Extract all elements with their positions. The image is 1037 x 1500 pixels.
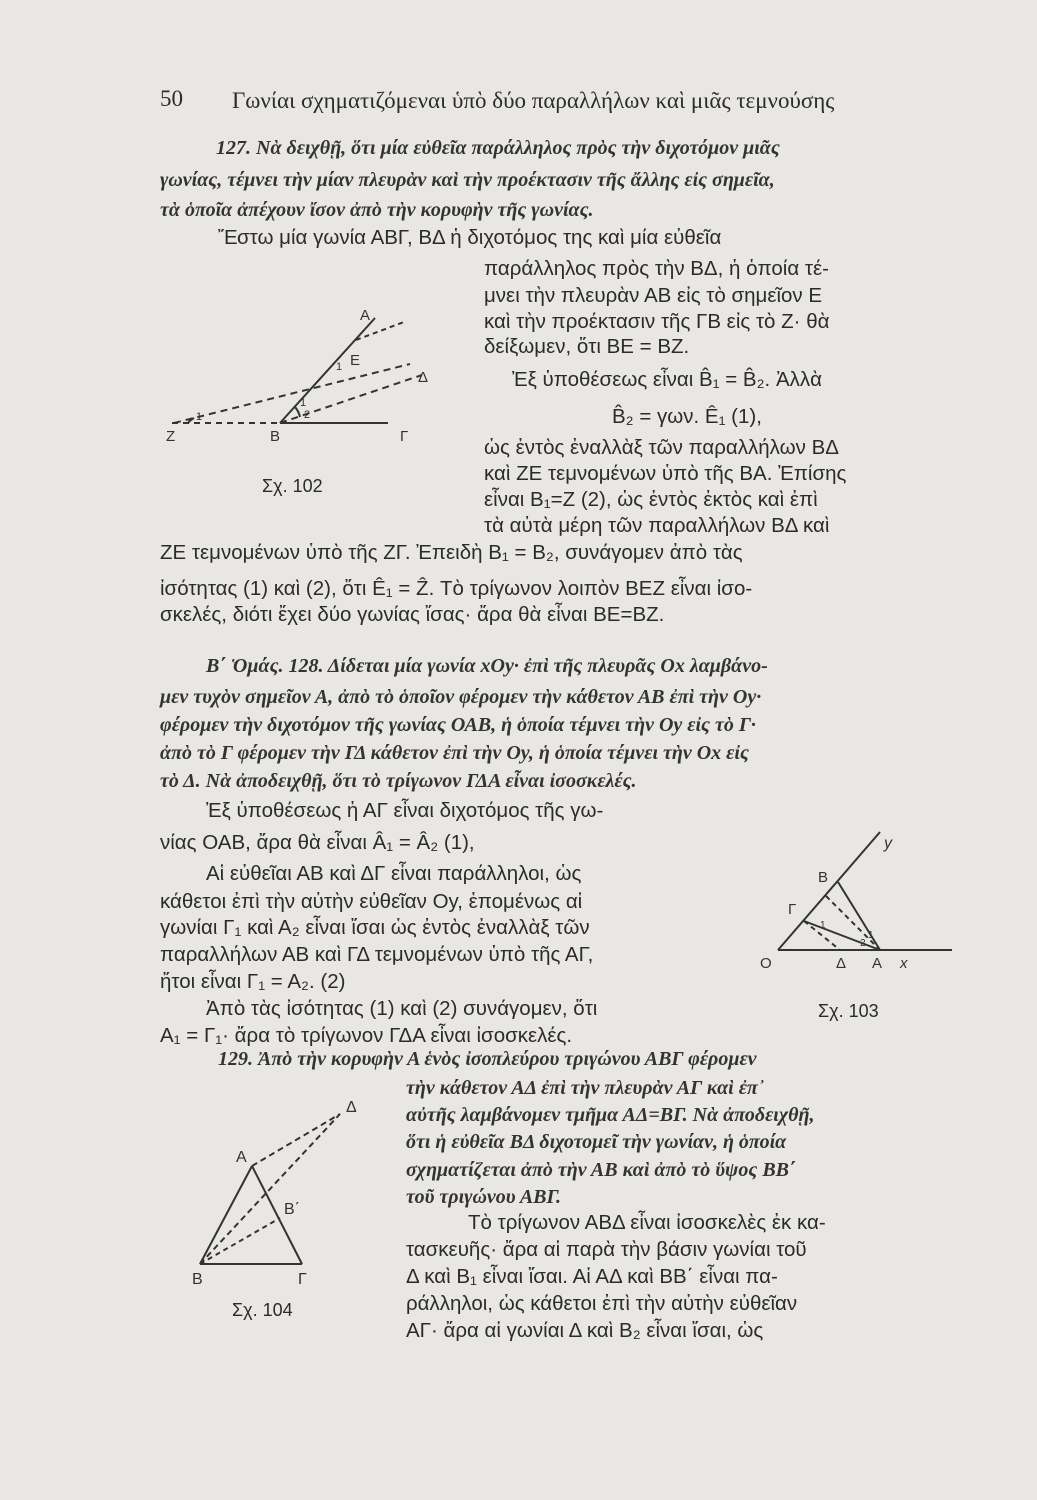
label-d: Δ	[836, 955, 847, 972]
p127-solution-line-2: παράλληλος πρὸς τὴν ΒΔ, ἡ ὁποία τέ-	[484, 257, 829, 280]
label-g: Γ	[400, 428, 409, 445]
label-d: Δ	[418, 369, 429, 386]
p128-statement-line-1: Β΄ Ὁμάς. 128. Δίδεται μία γωνία xOy· ἐπὶ τῆς πλευρᾶς Ox λαμβάνο-	[206, 655, 768, 677]
label-angle-2: 1	[300, 397, 307, 409]
label-a: Α	[360, 307, 371, 324]
p128-statement-line-2: μεν τυχὸν σημεῖον Α, ἀπὸ τὸ ὁποῖον φέρομεν τὴν κάθετον ΑΒ ἐπὶ τὴν Oy·	[160, 686, 762, 708]
p127-solution-line-1: Ἔστω μία γωνία ΑΒΓ, ΒΔ ἡ διχοτόμος της καὶ μία εὐθεῖα	[218, 226, 722, 249]
p128-statement-line-5: τὸ Δ. Νὰ ἀποδειχθῇ, ὅτι τὸ τρίγωνον ΓΔΑ εἶναι ἰσοσκελές.	[160, 770, 637, 792]
p129-statement-line-6: τοῦ τριγώνου ΑΒΓ.	[406, 1186, 562, 1208]
line-bd	[200, 1114, 340, 1264]
p127-statement-line-1: 127. Νὰ δειχθῇ, ὅτι μία εὐθεῖα παράλληλος πρὸς τὴν διχοτόμον μιᾶς	[216, 137, 780, 159]
label-b: Β	[192, 1271, 203, 1288]
figure-103	[760, 826, 1010, 976]
line-ze-dashed	[174, 364, 410, 423]
p128-solution-line-8: Ἀπὸ τὰς ἰσότητας (1) καὶ (2) συνάγομεν, ὅτι	[206, 997, 598, 1020]
label-a: Α	[236, 1149, 247, 1166]
p127-statement-line-3: τὰ ὁποῖα ἀπέχουν ἴσον ἀπὸ τὴν κορυφὴν τῆς γωνίας.	[160, 199, 594, 221]
p127-solution-line-7: B̂₂ = γων. Ê₁ (1),	[612, 405, 762, 428]
label-b: Β	[818, 869, 829, 886]
p128-solution-line-9: Α₁ = Γ₁· ἄρα τὸ τρίγωνον ΓΔΑ εἶναι ἰσοσκελές.	[160, 1024, 573, 1047]
p129-solution-line-1: Τὸ τρίγωνον ΑΒΔ εἶναι ἰσοσκελὲς ἐκ κα-	[468, 1211, 826, 1234]
p128-solution-line-5: γωνίαι Γ₁ καὶ Α₂ εἶναι ἴσαι ὡς ἐντὸς ἐναλλὰξ τῶν	[160, 916, 590, 939]
p128-statement-line-3: φέρομεν τὴν διχοτόμον τῆς γωνίας ΟΑΒ, ἡ ὁποία τέμνει τὴν Oy εἰς τὸ Γ·	[160, 714, 756, 736]
p127-solution-line-6: Ἐξ ὑποθέσεως εἶναι B̂₁ = B̂₂. Ἀλλὰ	[512, 368, 822, 391]
p128-solution-line-7: ἤτοι εἶναι Γ₁ = Α₂. (2)	[160, 970, 346, 993]
label-g: Γ	[788, 901, 797, 918]
label-b: Β	[270, 428, 281, 445]
p127-solution-line-13: ἰσότητας (1) καὶ (2), ὅτι Ê₁ = Ẑ. Τὸ τρίγωνον λοιπὸν ΒΕΖ εἶναι ἰσο-	[160, 577, 753, 600]
p129-solution-line-4: ράλληλοι, ὡς κάθετοι ἐπὶ τὴν αὐτὴν εὐθεῖαν	[406, 1292, 798, 1315]
p127-solution-line-8: ὡς ἐντὸς ἐναλλὰξ τῶν παραλλήλων ΒΔ	[484, 436, 839, 459]
p127-solution-line-12: ΖΕ τεμνομένων ὑπὸ τῆς ΖΓ. Ἐπειδὴ Β₁ = Β₂, συνάγομεν ἀπὸ τὰς	[160, 541, 743, 564]
label-a: Α	[872, 955, 883, 972]
p127-solution-line-9: καὶ ΖΕ τεμνομένων ὑπὸ τῆς ΒΑ. Ἐπίσης	[484, 462, 847, 485]
p127-solution-line-10: εἶναι Β₁=Ζ (2), ὡς ἐντὸς ἐκτὸς καὶ ἐπὶ	[484, 488, 818, 511]
figure-103-caption: Σχ. 103	[818, 1001, 879, 1021]
label-x: x	[900, 955, 908, 972]
p127-solution-line-5: δείξωμεν, ὅτι ΒΕ = ΒΖ.	[484, 335, 690, 358]
line-ad	[252, 1114, 340, 1166]
line-extra-dashed	[826, 896, 880, 950]
p128-solution-line-4: κάθετοι ἐπὶ τὴν αὐτὴν εὐθεῖαν Oy, ἑπομένως αἱ	[160, 890, 583, 913]
label-angle-1: 2	[304, 409, 311, 421]
figure-102	[160, 300, 460, 450]
p129-statement-line-1: 129. Ἀπὸ τὴν κορυφὴν Α ἑνὸς ἰσοπλεύρου τριγώνου ΑΒΓ φέρομεν	[218, 1048, 757, 1070]
p129-statement-line-2: τὴν κάθετον ΑΔ ἐπὶ τὴν πλευρὰν ΑΓ καὶ ἐπ᾽	[406, 1077, 765, 1099]
figure-104-caption: Σχ. 104	[232, 1300, 293, 1320]
p128-statement-line-4: ἀπὸ τὸ Γ φέρομεν τὴν ΓΔ κάθετον ἐπὶ τὴν Oy, ἡ ὁποία τέμνει τὴν Ox εἰς	[160, 742, 749, 764]
p129-statement-line-3: αὐτῆς λαμβάνομεν τμῆμα ΑΔ=ΒΓ. Νὰ ἀποδειχθῇ,	[406, 1104, 815, 1126]
p127-solution-line-14: σκελές, διότι ἔχει δύο γωνίας ἴσας· ἄρα θὰ εἶναι ΒΕ=ΒΖ.	[160, 603, 665, 626]
label-b-prime: Β΄	[284, 1201, 300, 1218]
line-oy	[778, 832, 880, 950]
label-o: O	[760, 955, 772, 972]
p128-solution-line-3: Αἱ εὐθεῖαι ΑΒ καὶ ΔΓ εἶναι παράλληλοι, ὡς	[206, 862, 582, 885]
label-angle-g1: 1	[820, 920, 826, 931]
label-angle-a1: 1	[868, 930, 874, 941]
p127-solution-line-11: τὰ αὐτὰ μέρη τῶν παραλλήλων ΒΔ καὶ	[484, 514, 830, 537]
label-y: y	[884, 835, 892, 852]
label-e: Ε	[350, 352, 361, 369]
p128-solution-line-1: Ἐξ ὑποθέσεως ἡ ΑΓ εἶναι διχοτόμος τῆς γω-	[206, 799, 604, 822]
p129-statement-line-4: ὅτι ἡ εὐθεῖα ΒΔ διχοτομεῖ τὴν γωνίαν, ἡ ὁποία	[406, 1131, 787, 1153]
p127-solution-line-3: μνει τὴν πλευρὰν ΑΒ εἰς τὸ σημεῖον Ε	[484, 284, 823, 307]
p128-solution-line-6: παραλλήλων ΑΒ καὶ ΓΔ τεμνομένων ὑπὸ τῆς ΑΓ,	[160, 943, 594, 966]
page-number: 50	[160, 86, 183, 111]
line-ab-perpendicular	[838, 882, 880, 950]
running-title: Γωνίαι σχηματιζόμεναι ὑπὸ δύο παραλλήλων καὶ μιᾶς τεμνούσης	[232, 88, 835, 113]
p127-statement-line-2: γωνίας, τέμνει τὴν μίαν πλευρὰν καὶ τὴν προέκτασιν τῆς ἄλλης εἰς σημεῖα,	[160, 169, 775, 191]
p129-statement-line-5: σχηματίζεται ἀπὸ τὴν ΑΒ καὶ ἀπὸ τὸ ὕψος ΒΒ΄	[406, 1159, 796, 1181]
label-z: Ζ	[166, 428, 176, 445]
figure-104	[180, 1094, 380, 1288]
p128-solution-line-2: νίας ΟΑΒ, ἄρα θὰ εἶναι Â₁ = Â₂ (1),	[160, 831, 475, 854]
p129-solution-line-2: τασκευῆς· ἄρα αἱ παρὰ τὴν βάσιν γωνίαι τοῦ	[406, 1238, 807, 1261]
p129-solution-line-3: Δ καὶ Β₁ εἶναι ἴσαι. Αἱ ΑΔ καὶ ΒΒ΄ εἶναι πα-	[406, 1265, 778, 1288]
label-g: Γ	[298, 1271, 307, 1288]
p129-solution-line-5: ΑΓ· ἄρα αἱ γωνίαι Δ καὶ Β₂ εἶναι ἴσαι, ὡς	[406, 1319, 764, 1342]
label-angle-a2: 2	[860, 938, 866, 949]
label-angle-e1: 1	[336, 361, 343, 373]
figure-102-caption: Σχ. 102	[262, 476, 323, 496]
label-d: Δ	[346, 1099, 357, 1116]
p127-solution-line-4: καὶ τὴν προέκτασιν τῆς ΓΒ εἰς τὸ Ζ· θὰ	[484, 310, 830, 333]
label-angle-z1: 1	[196, 411, 203, 423]
